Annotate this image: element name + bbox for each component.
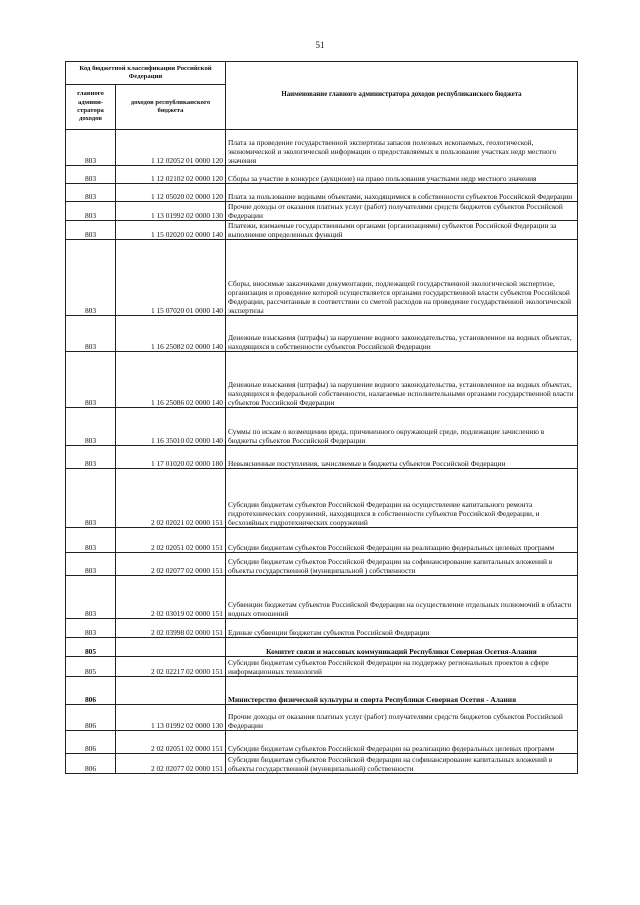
table-row (66, 446, 578, 469)
admin-code-cell: 803 (66, 166, 116, 184)
admin-code-cell: 803 (66, 352, 116, 408)
name-cell: Платежи, взимаемые государственными органами (организациями) субъектов Российской Федерации за выполнение определенных функций (226, 221, 578, 240)
table-row (66, 705, 578, 731)
table-row (66, 553, 578, 576)
page-number: 51 (315, 40, 325, 50)
name-cell: Субсидии бюджетам субъектов Российской Федерации на поддержку региональных проектов в сфере информационных технологий (226, 657, 578, 677)
admin-code-cell: 803 (66, 202, 116, 221)
header-admin-column: главного админи-стратора доходов (66, 85, 116, 130)
income-code-cell: 2 02 02217 02 0000 151 (116, 657, 226, 677)
header-name-column: Наименование главного администратора доходов республиканского бюджета (226, 62, 578, 130)
name-cell: Прочие доходы от оказания платных услуг (работ) получателями средств бюджетов субъектов Российской Федерации (226, 705, 578, 731)
admin-code-cell: 803 (66, 619, 116, 638)
income-code-cell: 2 02 02051 02 0000 151 (116, 731, 226, 754)
name-cell: Министерство физической культуры и спорта Республики Северная Осетия - Алания (226, 677, 578, 705)
name-cell: Единые субвенции бюджетам субъектов Российской Федерации (226, 619, 578, 638)
name-cell: Субсидии бюджетам субъектов Российской Федерации на реализацию федеральных целевых программ (226, 731, 578, 754)
table-row (66, 221, 578, 240)
income-code-cell: 2 02 02051 02 0000 151 (116, 528, 226, 553)
table-row (66, 576, 578, 619)
admin-code-cell: 805 (66, 638, 116, 657)
table-row (66, 528, 578, 553)
income-code-cell: 1 15 02020 02 0000 140 (116, 221, 226, 240)
table-row (66, 731, 578, 754)
table-row (66, 408, 578, 446)
income-code-cell: 1 15 07020 01 0000 140 (116, 240, 226, 316)
admin-code-cell: 805 (66, 657, 116, 677)
table-row (66, 184, 578, 202)
table-row (66, 240, 578, 316)
income-code-cell: 2 02 03019 02 0000 151 (116, 576, 226, 619)
admin-code-cell: 803 (66, 221, 116, 240)
name-cell: Сборы, вносимые заказчиками документации, подлежащей государственной экологической экспертизе, организация и проведение которой осуществляется органами государственной власти субъектов Российской Федерации, рассчитанные в соответствии со сметой расходов на проведение государственной экологической экспертизы (226, 240, 578, 316)
table-row (66, 166, 578, 184)
table-row (66, 754, 578, 774)
income-code-cell: 1 16 25082 02 0000 140 (116, 316, 226, 352)
income-code-cell: 1 12 02052 01 0000 120 (116, 130, 226, 166)
income-code-cell: 1 16 25086 02 0000 140 (116, 352, 226, 408)
name-cell: Субвенции бюджетам субъектов Российской Федерации на осуществление отдельных полномочий в области водных отношений (226, 576, 578, 619)
table-row (66, 130, 578, 166)
table-row (66, 352, 578, 408)
admin-code-cell: 806 (66, 731, 116, 754)
admin-code-cell: 803 (66, 469, 116, 528)
admin-code-cell: 803 (66, 553, 116, 576)
name-cell: Денежные взыскания (штрафы) за нарушение водного законодательства, установленное на водных объектах, находящихся в собственности субъектов Российской Федерации (226, 316, 578, 352)
name-cell: Денежные взыскания (штрафы) за нарушение водного законодательства, установленное на водных объектах, находящихся в федеральной собственности, налагаемые исполнительными органами государственной власти субъектов Российской Федерации (226, 352, 578, 408)
budget-classification-table (65, 61, 578, 774)
admin-code-cell: 806 (66, 677, 116, 705)
admin-code-cell: 806 (66, 705, 116, 731)
admin-code-cell: 803 (66, 240, 116, 316)
admin-code-cell: 803 (66, 316, 116, 352)
admin-code-cell: 806 (66, 754, 116, 774)
admin-code-cell: 803 (66, 408, 116, 446)
name-cell: Прочие доходы от оказания платных услуг (работ) получателями средств бюджетов субъектов Российской Федерации (226, 202, 578, 221)
name-cell: Субсидии бюджетам субъектов Российской Федерации на софинансирование капитальных вложений в объекты государственной (муниципальной ) собственности (226, 553, 578, 576)
name-cell: Субсидии бюджетам субъектов Российской Федерации на осуществление капитального ремонта гидротехнических сооружений, находящихся в собственности субъектов Российской Федерации, и бесхозяйных гидротехнических сооружений (226, 469, 578, 528)
name-cell: Комитет связи и массовых коммуникаций Республики Северная Осетия-Алания (226, 638, 578, 657)
name-cell: Субсидии бюджетам субъектов Российской Федерации на реализацию федеральных целевых программ (226, 528, 578, 553)
name-cell: Плата за проведение государственной экспертизы запасов полезных ископаемых, геологической, экономической и экологической информации о предоставляемых в пользование участках недр местного значения (226, 130, 578, 166)
income-code-cell: 1 13 01992 02 0000 130 (116, 705, 226, 731)
income-code-cell (116, 638, 226, 657)
income-code-cell: 1 12 05020 02 0000 120 (116, 184, 226, 202)
income-code-cell: 1 17 01020 02 0000 180 (116, 446, 226, 469)
admin-code-cell: 803 (66, 528, 116, 553)
admin-code-cell: 803 (66, 576, 116, 619)
income-code-cell: 2 02 02077 02 0000 151 (116, 553, 226, 576)
table-row (66, 469, 578, 528)
income-code-cell: 1 13 01992 02 0000 130 (116, 202, 226, 221)
name-cell: Плата за пользование водными объектами, находящимися в собственности субъектов Российской Федерации (226, 184, 578, 202)
admin-code-cell: 803 (66, 446, 116, 469)
name-cell: Суммы по искам о возмещении вреда, причиненного окружающей среде, подлежащие зачислению в бюджеты субъектов Российской Федерации (226, 408, 578, 446)
income-code-cell: 1 12 02102 02 0000 120 (116, 166, 226, 184)
admin-code-cell: 803 (66, 184, 116, 202)
header-income-column: доходов республиканского бюджета (116, 85, 226, 130)
name-cell: Сборы за участие в конкурсе (аукционе) на право пользования участками недр местного значения (226, 166, 578, 184)
table-row (66, 316, 578, 352)
table-row (66, 657, 578, 677)
table-row (66, 202, 578, 221)
income-code-cell: 2 02 02077 02 0000 151 (116, 754, 226, 774)
table-row-organization (66, 677, 578, 705)
table-row-organization (66, 638, 578, 657)
income-code-cell (116, 677, 226, 705)
income-code-cell: 2 02 03998 02 0000 151 (116, 619, 226, 638)
admin-code-cell: 803 (66, 130, 116, 166)
name-cell: Субсидии бюджетам субъектов Российской Федерации на софинансирование капитальных вложений в объекты государственной (муниципальной) собственности (226, 754, 578, 774)
name-cell: Невыясненные поступления, зачисляемые в бюджеты субъектов Российской Федерации (226, 446, 578, 469)
table-row (66, 619, 578, 638)
income-code-cell: 1 16 35010 02 0000 140 (116, 408, 226, 446)
income-code-cell: 2 02 02021 02 0000 151 (116, 469, 226, 528)
header-code-group: Код бюджетной классификации Российской Федерации (66, 62, 226, 85)
